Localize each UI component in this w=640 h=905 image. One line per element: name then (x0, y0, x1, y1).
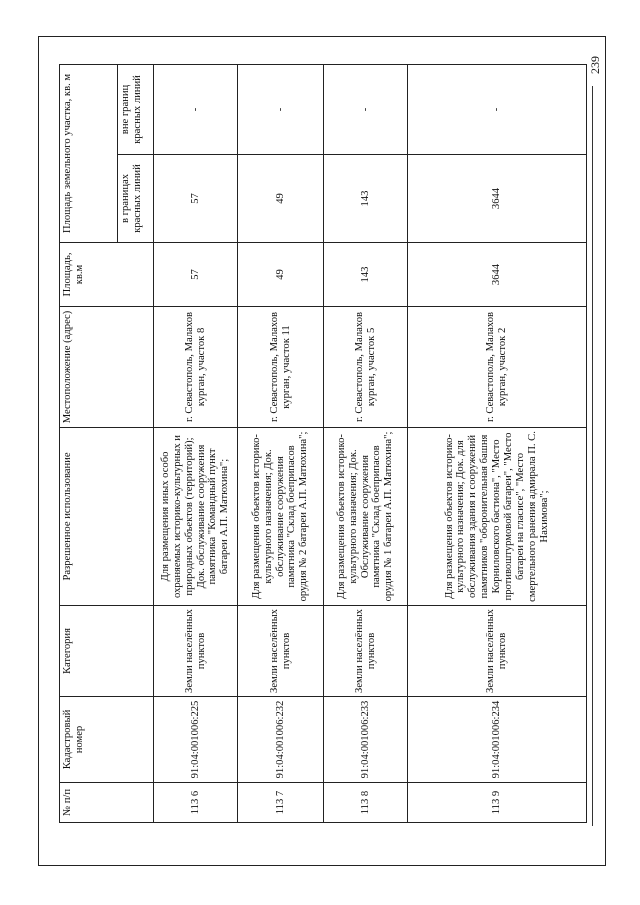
cell-num: 113 8 (324, 783, 408, 823)
cell-location: г. Севастополь, Малахов курган, участок 2 (408, 307, 587, 428)
cell-area: 143 (324, 243, 408, 307)
cell-num: 113 6 (154, 783, 238, 823)
table-row (238, 64, 324, 822)
cell-category: Земли населённых пунктов (154, 606, 238, 697)
header-area: Площадь, кв.м (60, 243, 154, 307)
header-category: Категория (60, 606, 154, 697)
cell-within: 143 (324, 155, 408, 243)
cell-outside: - (324, 64, 408, 154)
header-outside: вне границ красных линий (118, 64, 154, 154)
cell-category: Земли населённых пунктов (408, 606, 587, 697)
cell-within: 49 (238, 155, 324, 243)
cell-cadastral: 91:04:001006:225 (154, 697, 238, 783)
cell-num: 113 9 (408, 783, 587, 823)
page-number: 239 (588, 56, 602, 74)
header-use: Разрешенное использование (60, 428, 154, 606)
cell-category: Земли населённых пунктов (324, 606, 408, 697)
cell-location: г. Севастополь, Малахов курган, участок 11 (238, 307, 324, 428)
cell-area: 57 (154, 243, 238, 307)
header-within: в границах красных линий (118, 155, 154, 243)
cell-use: Для размещения объектов историко-культурного назначения; Док. Обслуживание сооружения памятника "Склад боеприпасов орудия № 1 батареи А.П. Матюхина"; (324, 428, 408, 606)
header-num: № п/п (60, 783, 154, 823)
header-location: Местоположение (адрес) (60, 307, 154, 428)
header-plot-area: Площадь земельного участка, кв. м (60, 64, 118, 242)
cell-location: г. Севастополь, Малахов курган, участок 5 (324, 307, 408, 428)
cell-use: Для размещения иных особо охраняемых историко-культурных и природных объектов (территорий); Док. обслуживание сооружения памятника "Командный пункт батареи А.П. Матюхина"; (154, 428, 238, 606)
cell-within: 57 (154, 155, 238, 243)
cell-cadastral: 91:04:001006:232 (238, 697, 324, 783)
table-row (324, 64, 408, 822)
cell-location: г. Севастополь, Малахов курган, участок 8 (154, 307, 238, 428)
cell-use: Для размещения объектов историко-культурного назначения; Док. обслуживание сооружения памятника "Склад боеприпасов орудия № 2 батареи А.П. Матюхина"; (238, 428, 324, 606)
header-cadastral: Кадастровый номер (60, 697, 154, 783)
cell-within: 3644 (408, 155, 587, 243)
cell-num: 113 7 (238, 783, 324, 823)
cell-outside: - (154, 64, 238, 154)
cell-use: Для размещения объектов историко-культурного назначения; Док. для обслуживания здания и сооружений памятников "оборонительная башня Корниловского бастиона", "Место противоштурмовой батареи", "Место батареи на гласисе", "Место смертельного ранения адмирала П. С. Нахимова"; (408, 428, 587, 606)
table-row (408, 64, 587, 822)
land-plots-table (59, 64, 587, 823)
margin-rule (592, 86, 593, 826)
cell-cadastral: 91:04:001006:234 (408, 697, 587, 783)
cell-area: 3644 (408, 243, 587, 307)
cell-outside: - (408, 64, 587, 154)
header-row-top (60, 64, 118, 822)
table-row (154, 64, 238, 822)
cell-outside: - (238, 64, 324, 154)
cell-area: 49 (238, 243, 324, 307)
cell-cadastral: 91:04:001006:233 (324, 697, 408, 783)
cell-category: Земли населённых пунктов (238, 606, 324, 697)
rotated-table-wrapper (59, 65, 586, 823)
